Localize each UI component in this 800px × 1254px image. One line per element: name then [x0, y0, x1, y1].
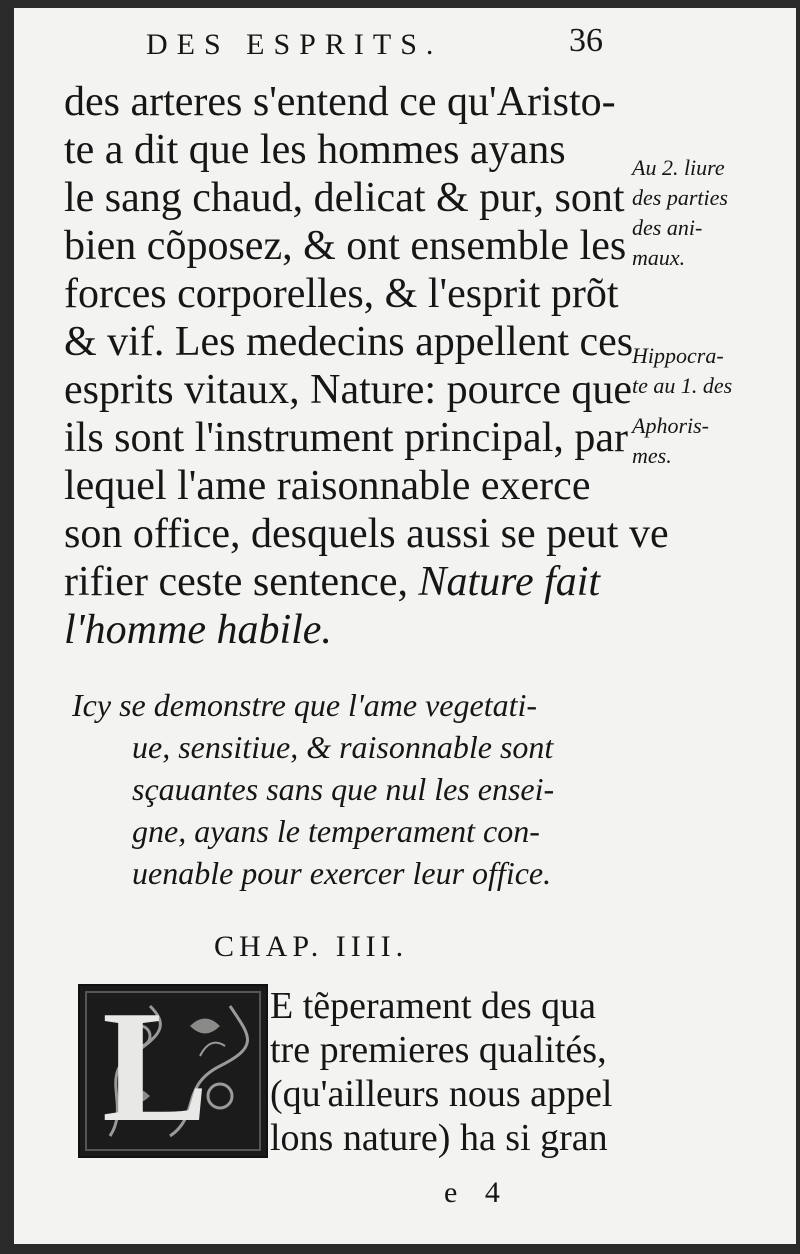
text-line: lequel l'ame raisonnable exerce [64, 463, 591, 509]
text-line: bien cõposez, & ont ensemble les [64, 223, 627, 269]
margin-note-line: maux. [632, 245, 686, 270]
text-line: forces corporelles, & l'esprit prõt [64, 271, 619, 317]
chapter-line: lons nature) ha si gran [270, 1117, 608, 1159]
signature-mark: e 4 [444, 1176, 510, 1209]
summary-line: Icy se demonstre que l'ame vegetati- [72, 687, 538, 723]
ornamental-drop-cap [78, 977, 268, 1158]
italic-quote: l'homme habile. [64, 607, 332, 653]
margin-note-line: te au 1. des [632, 373, 733, 398]
text-line: son office, desquels aussi se peut ve [64, 511, 669, 557]
text-segment: rifier ceste sentence, [64, 559, 408, 605]
summary-line: uenable pour exercer leur office. [132, 855, 552, 891]
italic-quote: Nature fait [418, 559, 601, 605]
margin-note-line: mes. [632, 443, 672, 468]
margin-note-line: Au 2. liure [632, 155, 725, 180]
book-page [14, 8, 796, 1244]
summary-line: ue, sensitiue, & raisonnable sont [132, 729, 554, 765]
text-line: te a dit que les hommes ayans [64, 127, 566, 173]
summary-line: sçauantes sans que nul les ensei- [132, 771, 555, 807]
margin-note-line: Aphoris- [632, 413, 709, 438]
text-line: des arteres s'entend ce qu'Aristo- [64, 79, 616, 125]
text-line: ils sont l'instrument principal, par [64, 415, 628, 461]
text-line: & vif. Les medecins appellent ces [64, 319, 634, 365]
summary-line: gne, ayans le temperament con- [132, 813, 540, 849]
margin-note-line: des parties [632, 185, 728, 210]
running-title: DES ESPRITS. [146, 28, 443, 61]
chapter-text [270, 984, 670, 1160]
chapter-line: tre premieres qualités, [270, 1029, 607, 1071]
page-number: 36 [569, 22, 603, 59]
chapter-summary [72, 684, 662, 894]
margin-note-line: Hippocra- [632, 343, 724, 368]
text-line: le sang chaud, delicat & pur, sont [64, 175, 625, 221]
drop-cap-letter: L [102, 977, 209, 1155]
chapter-line: (qu'ailleurs nous appel [270, 1073, 613, 1115]
chapter-heading: CHAP. IIII. [214, 930, 409, 963]
text-line: esprits vitaux, Nature: pource que [64, 367, 632, 413]
text-line [64, 558, 644, 606]
chapter-line: E tẽperament des qua [270, 985, 597, 1027]
margin-note-line: des ani- [632, 215, 703, 240]
